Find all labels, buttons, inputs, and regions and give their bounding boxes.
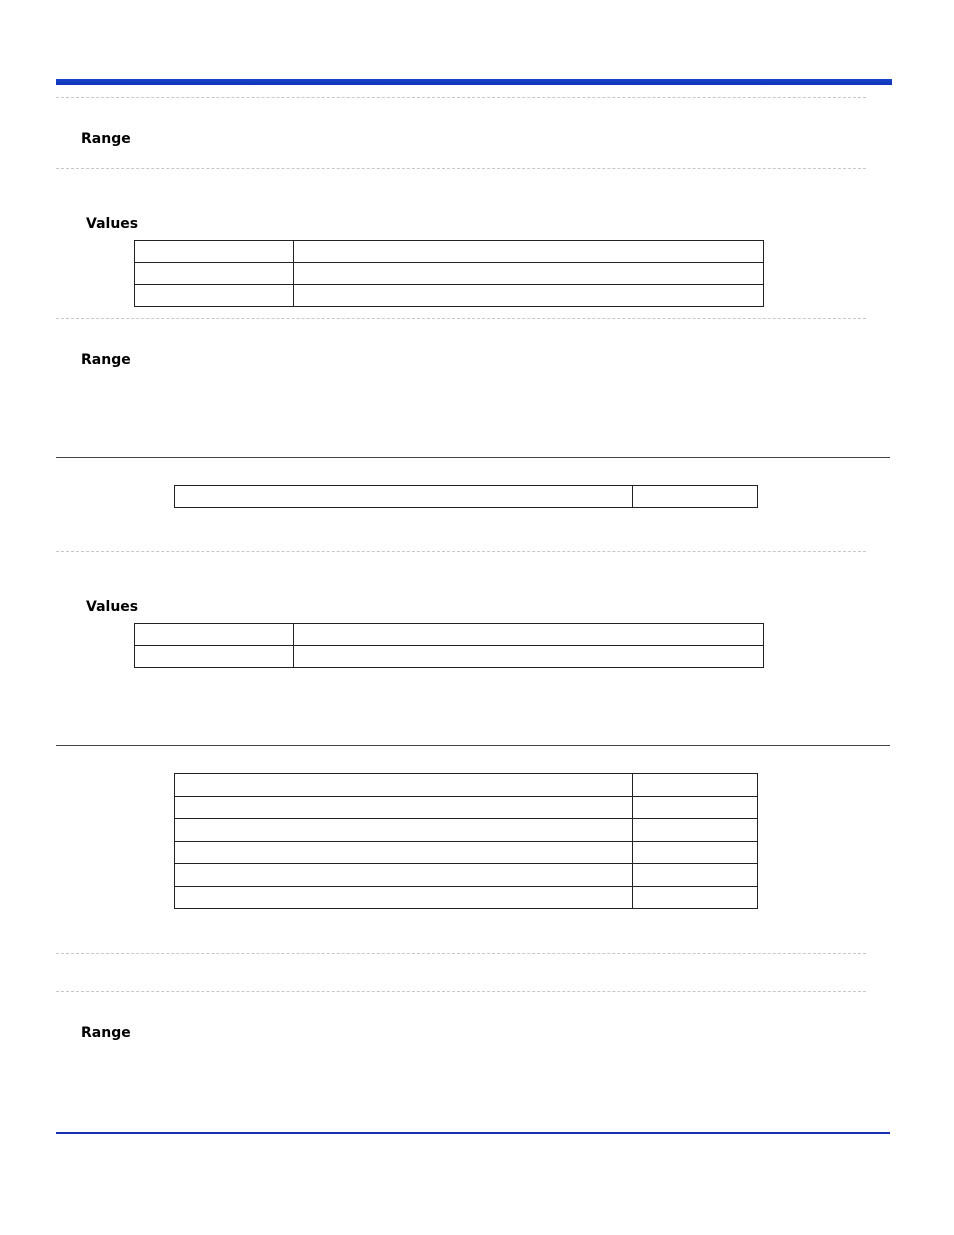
values-table-1 [134,240,764,307]
table-row [175,796,758,819]
values-label-1: Values [86,216,139,232]
table-row [135,285,764,307]
table-cell [175,486,633,508]
table-cell [175,841,633,864]
range-label-2: Range [81,352,131,368]
table-cell [633,774,758,797]
footer-line [56,1132,890,1134]
section-divider [56,991,866,992]
section-divider [56,97,866,98]
table-row [175,486,758,508]
table-cell [294,263,764,285]
section-divider [56,168,866,169]
table-cell [633,864,758,887]
table-row [135,624,764,646]
table-cell [294,624,764,646]
section-separator [56,745,890,746]
header-bar [56,79,892,85]
table-cell [135,285,294,307]
range-label-1: Range [81,131,131,147]
table-row [135,241,764,263]
values-table-2 [134,623,764,668]
table-cell [294,241,764,263]
table-cell [633,841,758,864]
table-row [175,864,758,887]
table-cell [175,819,633,842]
table-cell [175,886,633,909]
table-cell [175,774,633,797]
table-row [135,646,764,668]
table-cell [175,796,633,819]
table-row [175,886,758,909]
table-cell [633,486,758,508]
table-cell [633,886,758,909]
table-cell [135,241,294,263]
table-cell [135,263,294,285]
section-divider [56,551,866,552]
table-row [175,774,758,797]
values-label-2: Values [86,599,139,615]
table-row [135,263,764,285]
table-row [175,819,758,842]
table-cell [294,285,764,307]
table-row [175,841,758,864]
param-table-2 [174,773,758,909]
section-separator [56,457,890,458]
table-cell [633,819,758,842]
section-divider [56,318,866,319]
table-cell [135,646,294,668]
table-cell [633,796,758,819]
param-table-1 [174,485,758,508]
table-cell [294,646,764,668]
section-divider [56,953,866,954]
range-label-3: Range [81,1025,131,1041]
table-cell [135,624,294,646]
table-cell [175,864,633,887]
